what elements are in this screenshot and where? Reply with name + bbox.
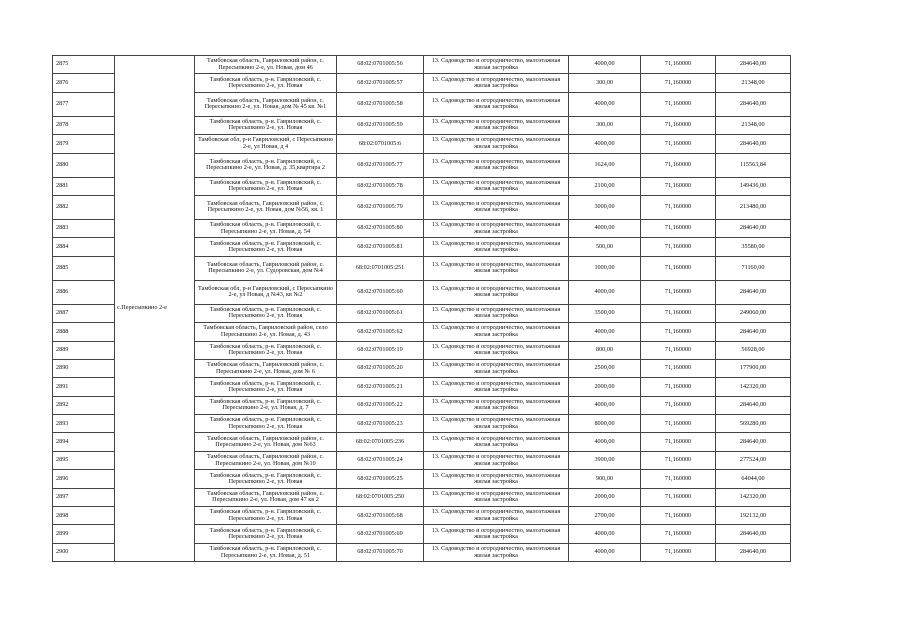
row-number-cell: 2886 (53, 280, 115, 304)
address-cell: Тамбовская область, р-н. Гавриловский, с. Пересыпкино 2-е, ул. Новая (195, 74, 337, 92)
address-cell: Тамбовская область, р-н. Гавриловский, с. Пересыпкино 2-е, ул. Новая, д. 7 (195, 396, 337, 414)
rate-cell: 71,160000 (641, 92, 716, 116)
address-cell: Тамбовская область, Гавриловский район, с. Пересыпкино 2-е, ул. Новая, дом № 6 (195, 359, 337, 377)
land-use-cell: 13. Садоводство и огородничество, малоэтажная жилая застройка (424, 256, 569, 280)
cost-cell: 284640,00 (716, 280, 791, 304)
row-number-cell: 2885 (53, 256, 115, 280)
cadastral-number-cell: 68:02:0701005:23 (337, 415, 424, 433)
cadastral-number-cell: 68:02:0701005:58 (337, 92, 424, 116)
rate-cell: 71,160000 (641, 238, 716, 256)
cost-cell: 284640,00 (716, 543, 791, 561)
cadastral-number-cell: 68:02:0701005:77 (337, 153, 424, 177)
cadastral-number-cell: 68:02:0701005:60 (337, 280, 424, 304)
land-use-cell: 13. Садоводство и огородничество, малоэтажная жилая застройка (424, 451, 569, 469)
cost-cell: 213480,00 (716, 195, 791, 219)
area-cell: 8000,00 (569, 415, 641, 433)
land-use-cell: 13. Садоводство и огородничество, малоэтажная жилая застройка (424, 323, 569, 341)
rate-cell: 71,160000 (641, 219, 716, 237)
area-cell: 4000,00 (569, 219, 641, 237)
land-use-cell: 13. Садоводство и огородничество, малоэтажная жилая застройка (424, 359, 569, 377)
address-cell: Тамбовская область, Гавриловский район, с. Пересыпкино 2-е, ул. Новая, дом №56, кв. 1 (195, 195, 337, 219)
rate-cell: 71,160000 (641, 116, 716, 134)
cadastral-number-cell: 68:02:0701005:21 (337, 378, 424, 396)
address-cell: Тамбовская область, р-н. Гавриловский, с. Пересыпкино 2-е, ул. Новая (195, 525, 337, 543)
address-cell: Тамбовская область, Гавриловский район, с. Пересыпкино 2-е, ул. Новая, дом №63 (195, 433, 337, 451)
table-body (53, 56, 791, 562)
cost-cell: 149436,00 (716, 177, 791, 195)
cadastral-number-cell: 68:02:0701005:78 (337, 177, 424, 195)
cost-cell: 35580,00 (716, 238, 791, 256)
land-use-cell: 13. Садоводство и огородничество, малоэтажная жилая застройка (424, 525, 569, 543)
land-use-cell: 13. Садоводство и огородничество, малоэтажная жилая застройка (424, 415, 569, 433)
land-use-cell: 13. Садоводство и огородничество, малоэтажная жилая застройка (424, 341, 569, 359)
row-number-cell: 2899 (53, 525, 115, 543)
address-cell: Тамбовская область, р-н. Гавриловский, с. Пересыпкино 2-е, ул. Новая (195, 507, 337, 525)
cost-cell: 277524,00 (716, 451, 791, 469)
row-number-cell: 2900 (53, 543, 115, 561)
row-number-cell: 2890 (53, 359, 115, 377)
area-cell: 500,00 (569, 238, 641, 256)
land-use-cell: 13. Садоводство и огородничество, малоэтажная жилая застройка (424, 280, 569, 304)
row-number-cell: 2897 (53, 488, 115, 506)
land-use-cell: 13. Садоводство и огородничество, малоэтажная жилая застройка (424, 116, 569, 134)
land-use-cell: 13. Садоводство и огородничество, малоэтажная жилая застройка (424, 433, 569, 451)
land-use-cell: 13. Садоводство и огородничество, малоэтажная жилая застройка (424, 378, 569, 396)
row-number-cell: 2896 (53, 470, 115, 488)
rate-cell: 71,160000 (641, 135, 716, 153)
row-number-cell: 2898 (53, 507, 115, 525)
address-cell: Тамбовская область, р-н. Гавриловский, с. Пересыпкино 2-е, ул. Новая (195, 341, 337, 359)
cost-cell: 284640,00 (716, 135, 791, 153)
cadastral-number-cell: 68:02:0701005:68 (337, 507, 424, 525)
cadastral-number-cell: 68:02:0701005:81 (337, 238, 424, 256)
land-use-cell: 13. Садоводство и огородничество, малоэтажная жилая застройка (424, 135, 569, 153)
row-number-cell: 2880 (53, 153, 115, 177)
land-use-cell: 13. Садоводство и огородничество, малоэтажная жилая застройка (424, 177, 569, 195)
rate-cell: 71,160000 (641, 195, 716, 219)
area-cell: 4000,00 (569, 433, 641, 451)
cadastral-number-cell: 68:02:0701005:59 (337, 116, 424, 134)
cadastral-number-cell: 68:02:0701005:24 (337, 451, 424, 469)
cost-cell: 284640,00 (716, 323, 791, 341)
rate-cell: 71,160000 (641, 341, 716, 359)
area-cell: 2700,00 (569, 507, 641, 525)
rate-cell: 71,160000 (641, 415, 716, 433)
cadastral-number-cell: 68:02:0701005:25 (337, 470, 424, 488)
area-cell: 1624,00 (569, 153, 641, 177)
cadastral-number-cell: 68:02:0701005:20 (337, 359, 424, 377)
cadastral-number-cell: 68:02:0701005:22 (337, 396, 424, 414)
address-cell: Тамбовская область, р-н. Гавриловский, с. Пересыпкино 2-е, ул. Новая (195, 304, 337, 322)
rate-cell: 71,160000 (641, 488, 716, 506)
area-cell: 300,00 (569, 116, 641, 134)
area-cell: 4000,00 (569, 56, 641, 74)
area-cell: 4000,00 (569, 323, 641, 341)
land-use-cell: 13. Садоводство и огородничество, малоэтажная жилая застройка (424, 470, 569, 488)
address-cell: Тамбовская область, Гавриловский район, с. Пересыпкино 2-е, ул. Судоровская, дом №4 (195, 256, 337, 280)
rate-cell: 71,160000 (641, 177, 716, 195)
row-number-cell: 2878 (53, 116, 115, 134)
address-cell: Тамбовская область, Гавриловский район, село Пересыпкино 2-е, ул. Новая, д. 43 (195, 323, 337, 341)
area-cell: 3000,00 (569, 195, 641, 219)
row-number-cell: 2895 (53, 451, 115, 469)
area-cell: 300,00 (569, 74, 641, 92)
cost-cell: 569280,00 (716, 415, 791, 433)
cost-cell: 249060,00 (716, 304, 791, 322)
cadastral-number-cell: 68:02:0701005:80 (337, 219, 424, 237)
area-cell: 3500,00 (569, 304, 641, 322)
area-cell: 3900,00 (569, 451, 641, 469)
rate-cell: 71,160000 (641, 74, 716, 92)
area-cell: 4000,00 (569, 135, 641, 153)
cadastral-number-cell: 68:02:0701005:62 (337, 323, 424, 341)
land-use-cell: 13. Садоводство и огородничество, малоэтажная жилая застройка (424, 396, 569, 414)
land-use-cell: 13. Садоводство и огородничество, малоэтажная жилая застройка (424, 92, 569, 116)
address-cell: Тамбовская область, р-н. Гавриловский, с. Пересыпкино 2-е, ул. Новая (195, 415, 337, 433)
rate-cell: 71,160000 (641, 304, 716, 322)
area-cell: 2000,00 (569, 488, 641, 506)
area-cell: 4000,00 (569, 396, 641, 414)
cost-cell: 56928,00 (716, 341, 791, 359)
address-cell: Тамбовская область, р-н. Гавриловский, с. Пересыпкино 2-е, ул. Новая (195, 116, 337, 134)
cost-cell: 21348,00 (716, 116, 791, 134)
area-cell: 4000,00 (569, 92, 641, 116)
area-cell: 4000,00 (569, 525, 641, 543)
rate-cell: 71,160000 (641, 378, 716, 396)
rate-cell: 71,160000 (641, 323, 716, 341)
rate-cell: 71,160000 (641, 396, 716, 414)
land-use-cell: 13. Садоводство и огородничество, малоэтажная жилая застройка (424, 238, 569, 256)
rate-cell: 71,160000 (641, 507, 716, 525)
row-number-cell: 2881 (53, 177, 115, 195)
cost-cell: 284640,00 (716, 219, 791, 237)
cost-cell: 284640,00 (716, 433, 791, 451)
row-number-cell: 2892 (53, 396, 115, 414)
area-cell: 4000,00 (569, 280, 641, 304)
land-use-cell: 13. Садоводство и огородничество, малоэтажная жилая застройка (424, 507, 569, 525)
cost-cell: 142320,00 (716, 488, 791, 506)
cadastral-number-cell: 68:02:0701005:19 (337, 341, 424, 359)
rate-cell: 71,160000 (641, 451, 716, 469)
cadastral-number-cell: 68:02:0701005:57 (337, 74, 424, 92)
row-number-cell: 2875 (53, 56, 115, 74)
land-use-cell: 13. Садоводство и огородничество, малоэтажная жилая застройка (424, 74, 569, 92)
cost-cell: 64044,00 (716, 470, 791, 488)
address-cell: Тамбовская обл, р-н Гавриловский, с Пересыпкино 2-е, ул Новая, д №43, кв №2 (195, 280, 337, 304)
row-number-cell: 2893 (53, 415, 115, 433)
cadastral-number-cell: 68:02:0701005:70 (337, 543, 424, 561)
area-cell: 2500,00 (569, 359, 641, 377)
land-use-cell: 13. Садоводство и огородничество, малоэтажная жилая застройка (424, 219, 569, 237)
rate-cell: 71,160000 (641, 56, 716, 74)
cost-cell: 284640,00 (716, 56, 791, 74)
row-number-cell: 2887 (53, 304, 115, 322)
row-number-cell: 2879 (53, 135, 115, 153)
row-number-cell: 2882 (53, 195, 115, 219)
cadastral-number-cell: 68:02:0701005:56 (337, 56, 424, 74)
address-cell: Тамбовская обл, р-н Гавриловский, с Пересыпкино 2-е, ул Новая, д 4 (195, 135, 337, 153)
table-row (53, 56, 791, 74)
area-cell: 4000,00 (569, 543, 641, 561)
rate-cell: 71,160000 (641, 359, 716, 377)
land-use-cell: 13. Садоводство и огородничество, малоэтажная жилая застройка (424, 488, 569, 506)
cadastral-number-cell: 68:02:0701005:250 (337, 488, 424, 506)
cadastral-number-cell: 68:02:0701005:69 (337, 525, 424, 543)
row-number-cell: 2883 (53, 219, 115, 237)
address-cell: Тамбовская область, р-н. Гавриловский, с. Пересыпкино 2-е, ул. Новая, д. 35,квартира 2 (195, 153, 337, 177)
area-cell: 900,00 (569, 470, 641, 488)
land-use-cell: 13. Садоводство и огородничество, малоэтажная жилая застройка (424, 304, 569, 322)
rate-cell: 71,160000 (641, 470, 716, 488)
address-cell: Тамбовская область, Гавриловский район, с. Пересыпкино 2-е, ул. Новая, дом №10 (195, 451, 337, 469)
cost-cell: 142320,00 (716, 378, 791, 396)
cost-cell: 284640,00 (716, 92, 791, 116)
rate-cell: 71,160000 (641, 256, 716, 280)
cost-cell: 115563,84 (716, 153, 791, 177)
cost-cell: 177900,00 (716, 359, 791, 377)
area-cell: 2000,00 (569, 378, 641, 396)
address-cell: Тамбовская область, Гавриловский район, с. Пересыпкино 2-е, ул. Новая, дом № 45 кв. №1 (195, 92, 337, 116)
rate-cell: 71,160000 (641, 543, 716, 561)
cadastral-number-cell: 68:02:0701005:6 (337, 135, 424, 153)
row-number-cell: 2876 (53, 74, 115, 92)
row-number-cell: 2877 (53, 92, 115, 116)
area-cell: 2100,00 (569, 177, 641, 195)
locality-cell: с.Пересыпкино 2-е (115, 56, 195, 562)
cadastral-number-cell: 68:02:0701005:251 (337, 256, 424, 280)
cost-cell: 284640,00 (716, 396, 791, 414)
cost-cell: 192132,00 (716, 507, 791, 525)
area-cell: 800,00 (569, 341, 641, 359)
row-number-cell: 2889 (53, 341, 115, 359)
address-cell: Тамбовская область, Гавриловский район, с. Пересыпкино 2-е, ул. Новая, дом 47 кв 2 (195, 488, 337, 506)
address-cell: Тамбовская область, р-н. Гавриловский, с. Пересыпкино 2-е, ул. Новая (195, 378, 337, 396)
cadastral-number-cell: 68:02:0701005:61 (337, 304, 424, 322)
address-cell: Тамбовская область, р-н. Гавриловский, с. Пересыпкино 2-е, ул. Новая (195, 238, 337, 256)
row-number-cell: 2891 (53, 378, 115, 396)
row-number-cell: 2894 (53, 433, 115, 451)
address-cell: Тамбовская область, р-н. Гавриловский, с. Пересыпкино 2-е, ул. Новая, д. 54 (195, 219, 337, 237)
rate-cell: 71,160000 (641, 280, 716, 304)
cost-cell: 284640,00 (716, 525, 791, 543)
address-cell: Тамбовская область, Гавриловский район, с. Пересыпкино 2-е, ул. Новая, дом 46 (195, 56, 337, 74)
land-use-cell: 13. Садоводство и огородничество, малоэтажная жилая застройка (424, 195, 569, 219)
rate-cell: 71,160000 (641, 433, 716, 451)
land-use-cell: 13. Садоводство и огородничество, малоэтажная жилая застройка (424, 543, 569, 561)
address-cell: Тамбовская область, р-н. Гавриловский, с. Пересыпкино 2-е, ул. Новая (195, 470, 337, 488)
row-number-cell: 2884 (53, 238, 115, 256)
land-use-cell: 13. Садоводство и огородничество, малоэтажная жилая застройка (424, 56, 569, 74)
land-use-cell: 13. Садоводство и огородничество, малоэтажная жилая застройка (424, 153, 569, 177)
rate-cell: 71,160000 (641, 525, 716, 543)
cost-cell: 71160,00 (716, 256, 791, 280)
cadastral-number-cell: 68:02:0701005:236 (337, 433, 424, 451)
cost-cell: 21348,00 (716, 74, 791, 92)
rate-cell: 71,160000 (641, 153, 716, 177)
row-number-cell: 2888 (53, 323, 115, 341)
address-cell: Тамбовская область, р-н. Гавриловский, с. Пересыпкино 2-е, ул. Новая, д. 51 (195, 543, 337, 561)
area-cell: 1000,00 (569, 256, 641, 280)
address-cell: Тамбовская область, р-н. Гавриловский, с. Пересыпкино 2-е, ул. Новая (195, 177, 337, 195)
cadastral-number-cell: 68:02:0701005:79 (337, 195, 424, 219)
land-registry-table (52, 55, 791, 562)
